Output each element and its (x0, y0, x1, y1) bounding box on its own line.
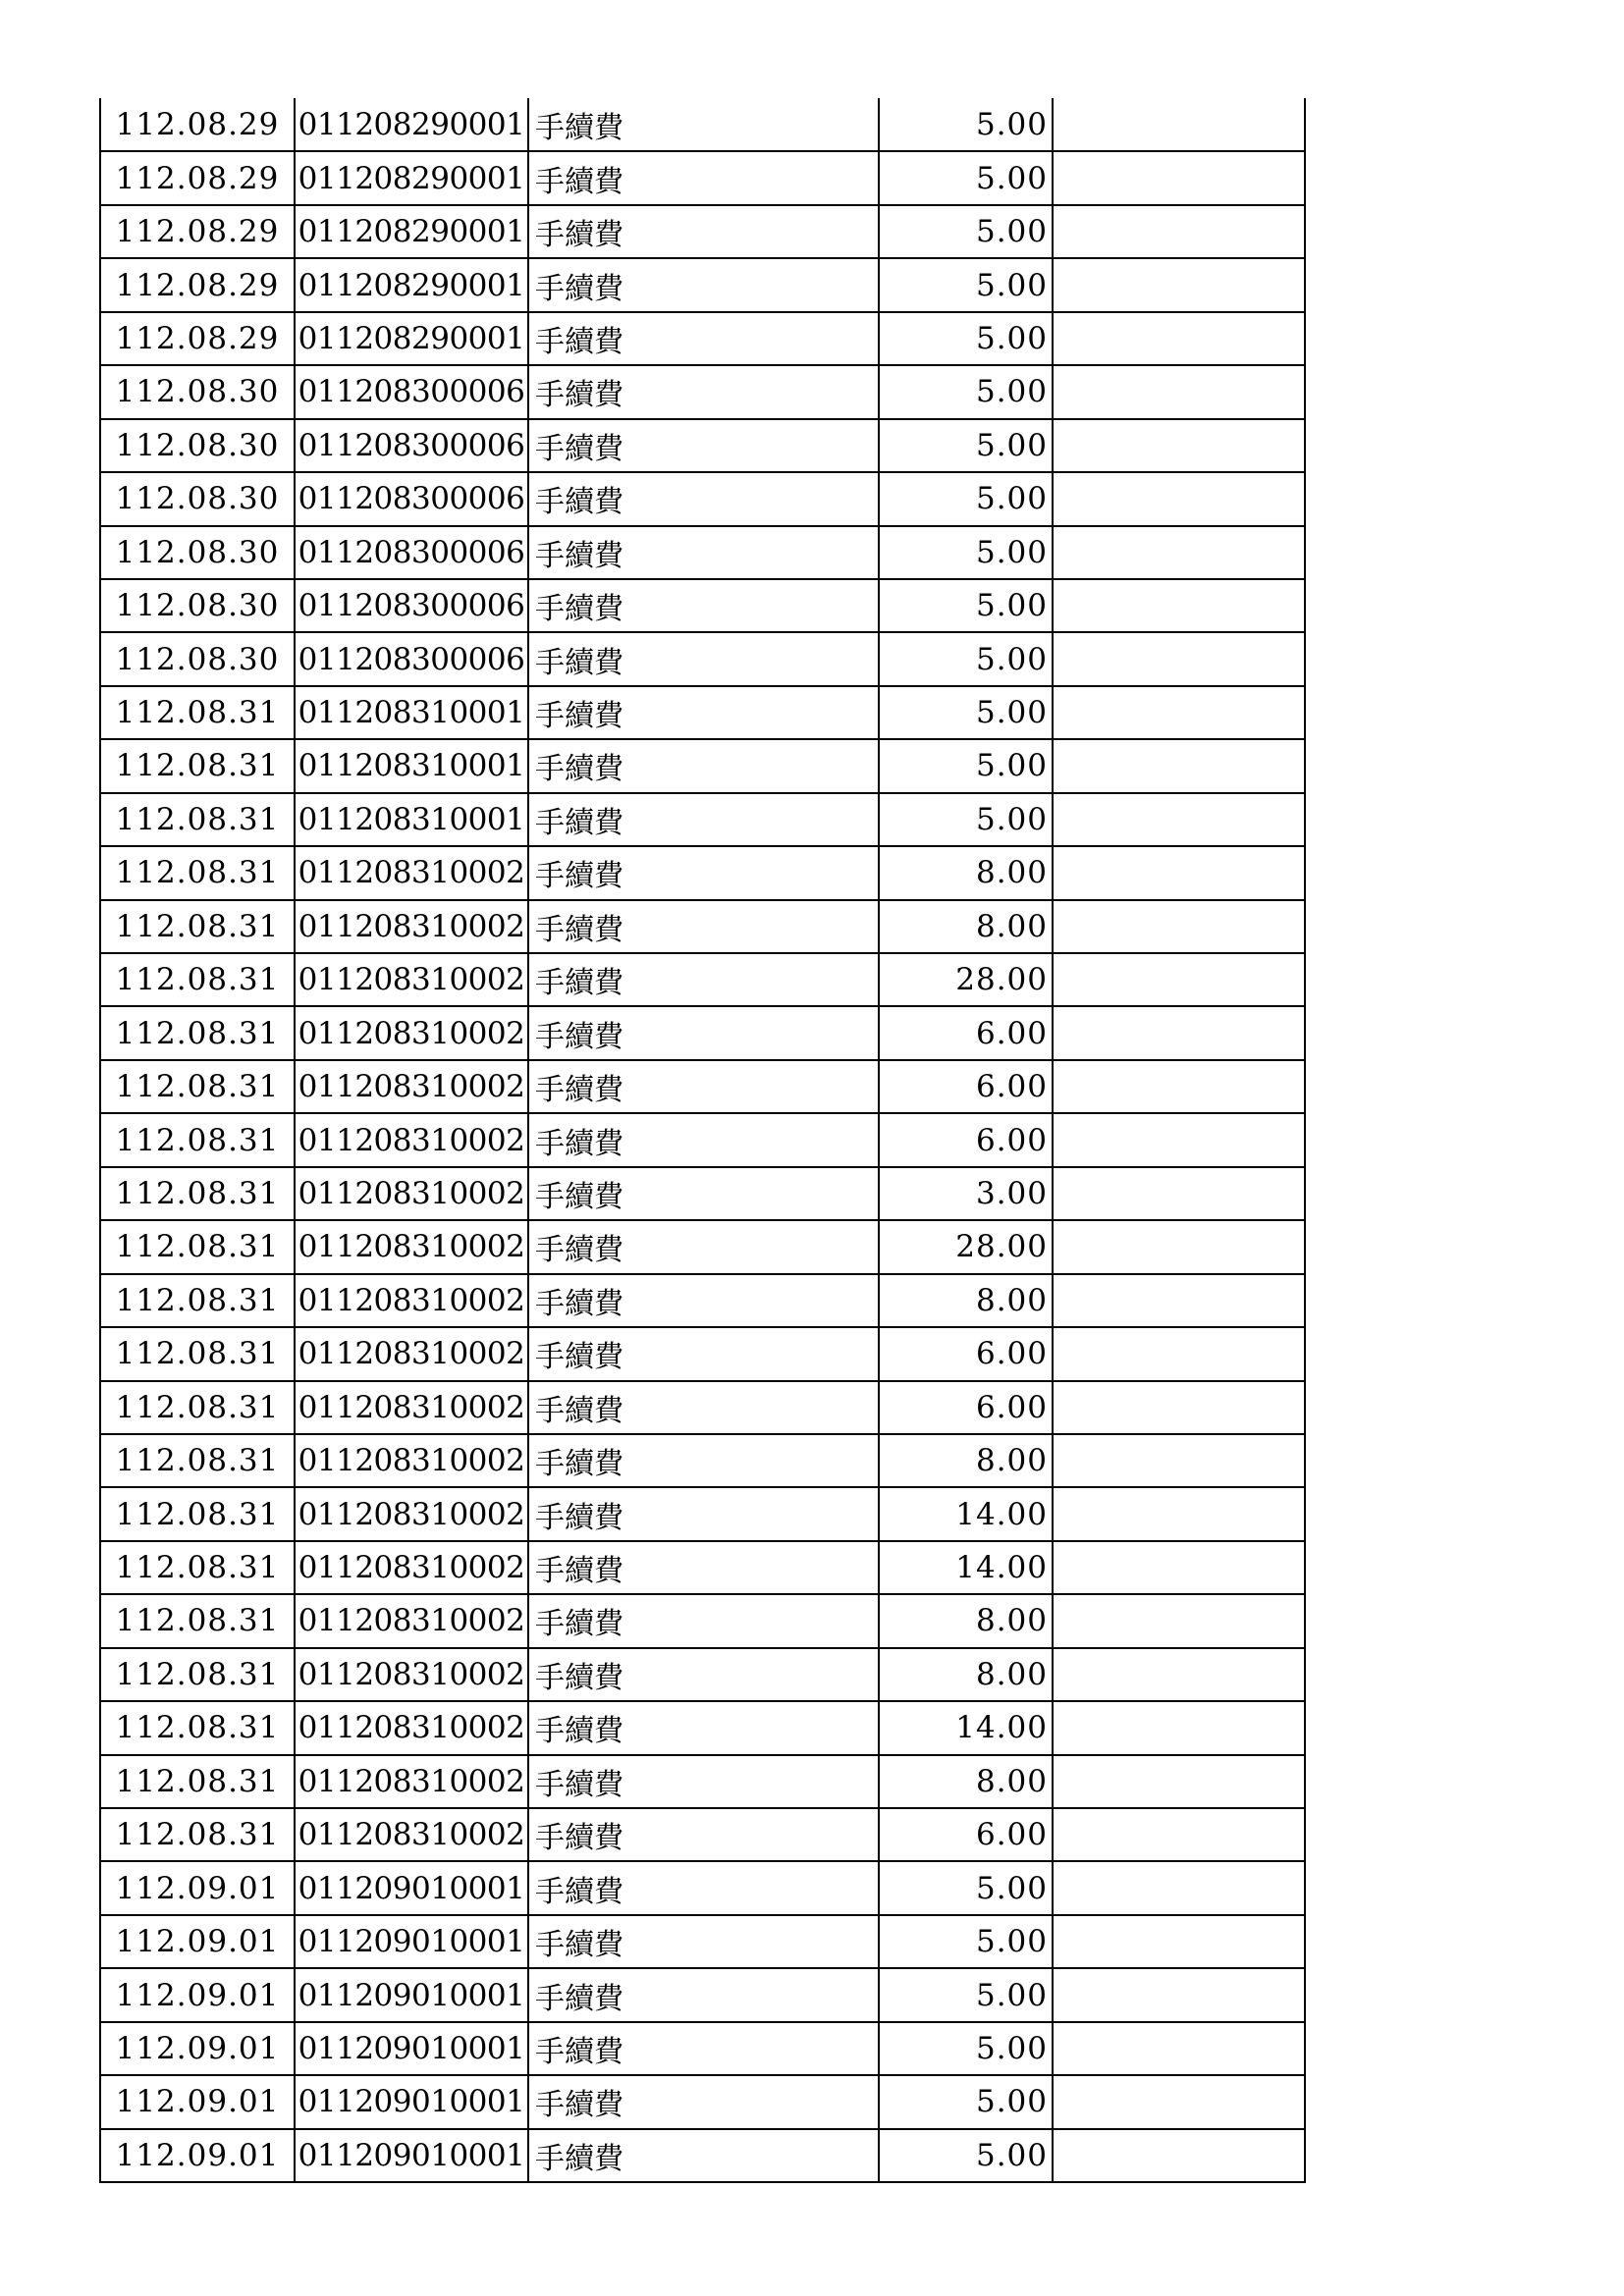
voucher-number-cell: 011208310001 (295, 739, 528, 792)
table-row (100, 1434, 1305, 1487)
amount-cell: 5.00 (879, 2075, 1053, 2128)
item-description-cell: 手續費 (528, 1701, 879, 1754)
table-row (100, 1755, 1305, 1808)
table-row (100, 419, 1305, 472)
table-row (100, 151, 1305, 204)
date-cell: 112.08.31 (100, 1327, 295, 1380)
item-description-cell: 手續費 (528, 526, 879, 579)
amount-cell: 5.00 (879, 1861, 1053, 1914)
voucher-number-cell: 011208310002 (295, 1220, 528, 1273)
note-cell (1053, 1434, 1305, 1487)
date-cell: 112.08.29 (100, 258, 295, 311)
item-description-cell: 手續費 (528, 1968, 879, 2021)
note-cell (1053, 1594, 1305, 1647)
date-cell: 112.08.31 (100, 1220, 295, 1273)
date-cell: 112.08.31 (100, 1487, 295, 1540)
amount-cell: 5.00 (879, 793, 1053, 846)
voucher-number-cell: 011209010001 (295, 1861, 528, 1914)
table-row (100, 205, 1305, 258)
voucher-number-cell: 011208300006 (295, 632, 528, 685)
table-row (100, 1381, 1305, 1434)
amount-cell: 6.00 (879, 1808, 1053, 1861)
item-description-cell: 手續費 (528, 419, 879, 472)
item-description-cell: 手續費 (528, 2075, 879, 2128)
item-description-cell: 手續費 (528, 900, 879, 953)
note-cell (1053, 151, 1305, 204)
voucher-number-cell: 011208310002 (295, 1434, 528, 1487)
note-cell (1053, 1915, 1305, 1968)
voucher-number-cell: 011208310002 (295, 846, 528, 899)
note-cell (1053, 1968, 1305, 2021)
date-cell: 112.08.31 (100, 1541, 295, 1594)
date-cell: 112.08.31 (100, 953, 295, 1006)
voucher-number-cell: 011208310002 (295, 1274, 528, 1327)
voucher-number-cell: 011208300006 (295, 579, 528, 632)
date-cell: 112.08.31 (100, 1060, 295, 1113)
item-description-cell: 手續費 (528, 739, 879, 792)
table-row (100, 1915, 1305, 1968)
item-description-cell: 手續費 (528, 258, 879, 311)
item-description-cell: 手續費 (528, 2022, 879, 2075)
voucher-number-cell: 011208310002 (295, 1808, 528, 1861)
voucher-number-cell: 011208310002 (295, 1487, 528, 1540)
voucher-number-cell: 011208310002 (295, 1701, 528, 1754)
item-description-cell: 手續費 (528, 1434, 879, 1487)
date-cell: 112.08.31 (100, 1113, 295, 1166)
amount-cell: 6.00 (879, 1381, 1053, 1434)
table-row (100, 312, 1305, 365)
date-cell: 112.08.31 (100, 1274, 295, 1327)
date-cell: 112.08.30 (100, 419, 295, 472)
table-row (100, 1861, 1305, 1914)
note-cell (1053, 1755, 1305, 1808)
amount-cell: 5.00 (879, 1968, 1053, 2021)
item-description-cell: 手續費 (528, 686, 879, 739)
voucher-number-cell: 011208310002 (295, 900, 528, 953)
table-row (100, 1594, 1305, 1647)
item-description-cell: 手續費 (528, 793, 879, 846)
amount-cell: 3.00 (879, 1167, 1053, 1220)
date-cell: 112.09.01 (100, 1861, 295, 1914)
item-description-cell: 手續費 (528, 1808, 879, 1861)
date-cell: 112.08.30 (100, 526, 295, 579)
item-description-cell: 手續費 (528, 312, 879, 365)
voucher-number-cell: 011208310001 (295, 686, 528, 739)
item-description-cell: 手續費 (528, 2129, 879, 2182)
note-cell (1053, 1381, 1305, 1434)
note-cell (1053, 526, 1305, 579)
date-cell: 112.08.31 (100, 1808, 295, 1861)
voucher-number-cell: 011208310002 (295, 1006, 528, 1059)
amount-cell: 5.00 (879, 579, 1053, 632)
note-cell (1053, 472, 1305, 525)
item-description-cell: 手續費 (528, 1381, 879, 1434)
note-cell (1053, 205, 1305, 258)
date-cell: 112.09.01 (100, 2022, 295, 2075)
table-row (100, 2129, 1305, 2182)
item-description-cell: 手續費 (528, 205, 879, 258)
item-description-cell: 手續費 (528, 1113, 879, 1166)
date-cell: 112.08.31 (100, 1701, 295, 1754)
amount-cell: 8.00 (879, 1648, 1053, 1701)
table-row (100, 472, 1305, 525)
amount-cell: 6.00 (879, 1006, 1053, 1059)
date-cell: 112.08.31 (100, 900, 295, 953)
item-description-cell: 手續費 (528, 1167, 879, 1220)
note-cell (1053, 1808, 1305, 1861)
date-cell: 112.08.31 (100, 1594, 295, 1647)
table-row (100, 2022, 1305, 2075)
amount-cell: 5.00 (879, 258, 1053, 311)
table-row (100, 793, 1305, 846)
amount-cell: 8.00 (879, 900, 1053, 953)
table-row (100, 846, 1305, 899)
date-cell: 112.08.30 (100, 579, 295, 632)
table-row (100, 900, 1305, 953)
table-row (100, 1487, 1305, 1540)
table-row (100, 686, 1305, 739)
note-cell (1053, 579, 1305, 632)
voucher-number-cell: 011208300006 (295, 472, 528, 525)
note-cell (1053, 846, 1305, 899)
date-cell: 112.08.30 (100, 365, 295, 418)
voucher-number-cell: 011208310002 (295, 1648, 528, 1701)
voucher-number-cell: 011209010001 (295, 1968, 528, 2021)
amount-cell: 6.00 (879, 1060, 1053, 1113)
voucher-number-cell: 011208290001 (295, 151, 528, 204)
item-description-cell: 手續費 (528, 1541, 879, 1594)
table-row (100, 1167, 1305, 1220)
note-cell (1053, 365, 1305, 418)
date-cell: 112.08.31 (100, 1381, 295, 1434)
voucher-number-cell: 011209010001 (295, 1915, 528, 1968)
amount-cell: 5.00 (879, 312, 1053, 365)
amount-cell: 28.00 (879, 953, 1053, 1006)
item-description-cell: 手續費 (528, 1060, 879, 1113)
item-description-cell: 手續費 (528, 472, 879, 525)
voucher-number-cell: 011209010001 (295, 2129, 528, 2182)
note-cell (1053, 419, 1305, 472)
note-cell (1053, 312, 1305, 365)
amount-cell: 8.00 (879, 1434, 1053, 1487)
date-cell: 112.08.29 (100, 98, 295, 151)
item-description-cell: 手續費 (528, 1861, 879, 1914)
amount-cell: 8.00 (879, 846, 1053, 899)
voucher-number-cell: 011208310002 (295, 1541, 528, 1594)
note-cell (1053, 1487, 1305, 1540)
table-row (100, 1648, 1305, 1701)
amount-cell: 5.00 (879, 151, 1053, 204)
item-description-cell: 手續費 (528, 1648, 879, 1701)
table-row (100, 526, 1305, 579)
item-description-cell: 手續費 (528, 1594, 879, 1647)
date-cell: 112.08.31 (100, 1648, 295, 1701)
amount-cell: 28.00 (879, 1220, 1053, 1273)
table-row (100, 1220, 1305, 1273)
note-cell (1053, 1327, 1305, 1380)
item-description-cell: 手續費 (528, 151, 879, 204)
amount-cell: 5.00 (879, 472, 1053, 525)
date-cell: 112.08.31 (100, 1167, 295, 1220)
voucher-number-cell: 011208300006 (295, 365, 528, 418)
note-cell (1053, 2075, 1305, 2128)
date-cell: 112.08.31 (100, 739, 295, 792)
table-row (100, 365, 1305, 418)
note-cell (1053, 953, 1305, 1006)
amount-cell: 5.00 (879, 1915, 1053, 1968)
voucher-number-cell: 011208300006 (295, 419, 528, 472)
voucher-number-cell: 011208310002 (295, 1755, 528, 1808)
amount-cell: 5.00 (879, 205, 1053, 258)
date-cell: 112.09.01 (100, 2129, 295, 2182)
item-description-cell: 手續費 (528, 1274, 879, 1327)
date-cell: 112.09.01 (100, 1915, 295, 1968)
ledger-table (99, 98, 1306, 2183)
date-cell: 112.08.31 (100, 1434, 295, 1487)
amount-cell: 5.00 (879, 98, 1053, 151)
amount-cell: 5.00 (879, 2022, 1053, 2075)
date-cell: 112.08.31 (100, 793, 295, 846)
note-cell (1053, 2129, 1305, 2182)
note-cell (1053, 1167, 1305, 1220)
amount-cell: 8.00 (879, 1594, 1053, 1647)
note-cell (1053, 1006, 1305, 1059)
note-cell (1053, 258, 1305, 311)
table-row (100, 1274, 1305, 1327)
note-cell (1053, 1648, 1305, 1701)
ledger-body (100, 98, 1305, 2182)
item-description-cell: 手續費 (528, 632, 879, 685)
voucher-number-cell: 011208290001 (295, 258, 528, 311)
note-cell (1053, 98, 1305, 151)
amount-cell: 5.00 (879, 686, 1053, 739)
table-row (100, 1701, 1305, 1754)
note-cell (1053, 1060, 1305, 1113)
voucher-number-cell: 011208310002 (295, 953, 528, 1006)
item-description-cell: 手續費 (528, 98, 879, 151)
amount-cell: 6.00 (879, 1327, 1053, 1380)
table-row (100, 579, 1305, 632)
note-cell (1053, 1220, 1305, 1273)
note-cell (1053, 1541, 1305, 1594)
note-cell (1053, 1113, 1305, 1166)
date-cell: 112.08.31 (100, 1006, 295, 1059)
amount-cell: 14.00 (879, 1487, 1053, 1540)
table-row (100, 1541, 1305, 1594)
date-cell: 112.09.01 (100, 1968, 295, 2021)
table-row (100, 1808, 1305, 1861)
voucher-number-cell: 011208310001 (295, 793, 528, 846)
voucher-number-cell: 011208310002 (295, 1060, 528, 1113)
item-description-cell: 手續費 (528, 365, 879, 418)
voucher-number-cell: 011208310002 (295, 1381, 528, 1434)
date-cell: 112.08.29 (100, 312, 295, 365)
note-cell (1053, 739, 1305, 792)
item-description-cell: 手續費 (528, 1220, 879, 1273)
item-description-cell: 手續費 (528, 1915, 879, 1968)
voucher-number-cell: 011209010001 (295, 2075, 528, 2128)
voucher-number-cell: 011208290001 (295, 205, 528, 258)
table-row (100, 953, 1305, 1006)
voucher-number-cell: 011208300006 (295, 526, 528, 579)
amount-cell: 8.00 (879, 1274, 1053, 1327)
table-row (100, 1060, 1305, 1113)
date-cell: 112.08.31 (100, 1755, 295, 1808)
amount-cell: 14.00 (879, 1541, 1053, 1594)
date-cell: 112.09.01 (100, 2075, 295, 2128)
note-cell (1053, 900, 1305, 953)
note-cell (1053, 793, 1305, 846)
voucher-number-cell: 011208310002 (295, 1594, 528, 1647)
note-cell (1053, 1274, 1305, 1327)
note-cell (1053, 1701, 1305, 1754)
date-cell: 112.08.31 (100, 846, 295, 899)
amount-cell: 5.00 (879, 739, 1053, 792)
item-description-cell: 手續費 (528, 1006, 879, 1059)
table-row (100, 2075, 1305, 2128)
item-description-cell: 手續費 (528, 953, 879, 1006)
date-cell: 112.08.31 (100, 686, 295, 739)
table-row (100, 1006, 1305, 1059)
amount-cell: 6.00 (879, 1113, 1053, 1166)
table-row (100, 1327, 1305, 1380)
amount-cell: 5.00 (879, 526, 1053, 579)
note-cell (1053, 2022, 1305, 2075)
note-cell (1053, 1861, 1305, 1914)
date-cell: 112.08.29 (100, 151, 295, 204)
item-description-cell: 手續費 (528, 1487, 879, 1540)
voucher-number-cell: 011208290001 (295, 98, 528, 151)
amount-cell: 8.00 (879, 1755, 1053, 1808)
item-description-cell: 手續費 (528, 846, 879, 899)
table-row (100, 1968, 1305, 2021)
voucher-number-cell: 011209010001 (295, 2022, 528, 2075)
table-row (100, 739, 1305, 792)
voucher-number-cell: 011208290001 (295, 312, 528, 365)
amount-cell: 5.00 (879, 2129, 1053, 2182)
amount-cell: 14.00 (879, 1701, 1053, 1754)
table-row (100, 98, 1305, 151)
table-row (100, 258, 1305, 311)
note-cell (1053, 632, 1305, 685)
item-description-cell: 手續費 (528, 579, 879, 632)
amount-cell: 5.00 (879, 365, 1053, 418)
date-cell: 112.08.30 (100, 472, 295, 525)
voucher-number-cell: 011208310002 (295, 1113, 528, 1166)
date-cell: 112.08.29 (100, 205, 295, 258)
note-cell (1053, 686, 1305, 739)
item-description-cell: 手續費 (528, 1755, 879, 1808)
table-row (100, 632, 1305, 685)
date-cell: 112.08.30 (100, 632, 295, 685)
table-row (100, 1113, 1305, 1166)
voucher-number-cell: 011208310002 (295, 1327, 528, 1380)
amount-cell: 5.00 (879, 419, 1053, 472)
item-description-cell: 手續費 (528, 1327, 879, 1380)
amount-cell: 5.00 (879, 632, 1053, 685)
voucher-number-cell: 011208310002 (295, 1167, 528, 1220)
